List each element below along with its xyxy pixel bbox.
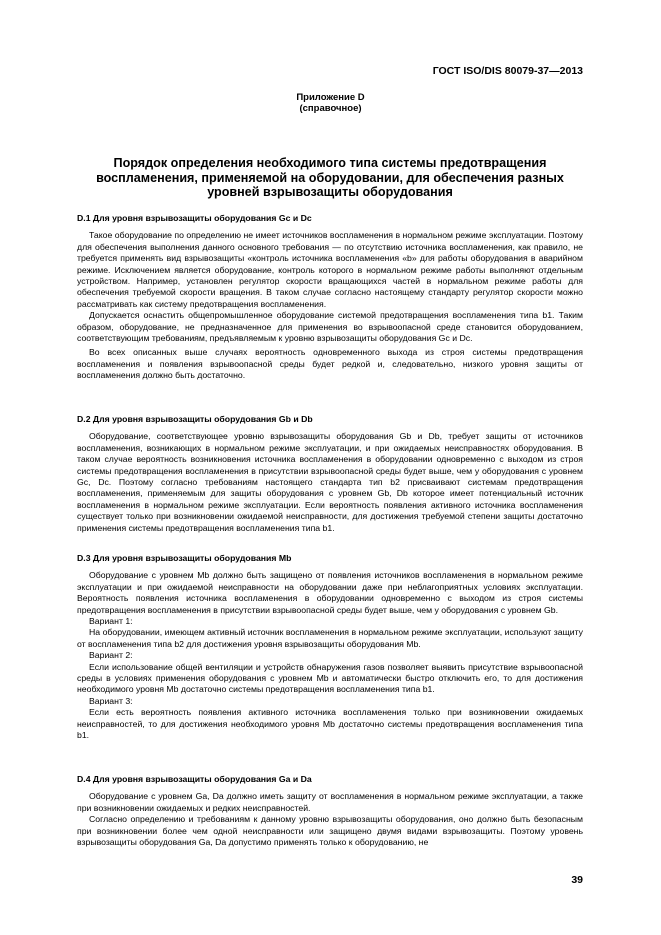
section-d4 [77,774,583,848]
paragraph: Допускается оснастить общепромышленное оборудование системой предотвращения воспламенения типа b1. Таким образом, оборудование, не предназначенное для применения во взрывоопасной среде становится оборудованием, соответствующим требованиям, предъявляемым к уровню взрывозащиты оборудования Gc и Dc. [77,310,583,344]
paragraph: Согласно определению и требованиям к данному уровню взрывозащиты оборудования, оно должно быть безопасным при возникновении более чем одной неисправности или защищено двумя видами взрывозащиты. Поэтому уровень взрывозащиты оборудования Ga, Da допустимо применять только к оборудованию, не [77,814,583,848]
paragraph: На оборудовании, имеющем активный источник воспламенения в нормальном режиме эксплуатации, используют защиту от воспламенения типа b2 для достижения уровня взрывозащиты оборудования Mb. [77,627,583,649]
paragraph: Оборудование с уровнем Mb должно быть защищено от появления источников воспламенения в нормальном режиме эксплуатации и при ожидаемой неисправности на оборудовании даже при неблагоприятных условиях эксплуатации. Вероятность появления источника воспламенения в оборудовании одновременно с выходом из строя системы предотвращения воспламенения в присутствии взрывоопасной среды будет выше, чем у оборудования с уровнем Gb. [77,570,583,615]
annex-title: Порядок определения необходимого типа системы предотвращения воспламенения, применяемой на оборудовании, для обеспечения разных уровней взрывозащиты оборудования [96,156,564,199]
variant-label: Вариант 1: [89,616,133,627]
paragraph: Если есть вероятность появления активного источника воспламенения только при возникновении ожидаемых неисправностей, то для достижения необходимого уровня Mb достаточно системы предотвращения воспламенения типа b1. [77,707,583,741]
section-heading: D.2 Для уровня взрывозащиты оборудования Gb и Db [77,414,313,424]
page-number: 39 [571,874,583,886]
section-heading: D.3 Для уровня взрывозащиты оборудования Mb [77,553,292,563]
section-heading: D.4 Для уровня взрывозащиты оборудования Ga и Da [77,774,312,784]
paragraph: Во всех описанных выше случаях вероятность одновременного выхода из строя системы предотвращения воспламенения и появления взрывоопасной среды будет редкой и, следовательно, низкого уровня защиты от воспламенения должно быть достаточно. [77,347,583,381]
annex-label: Приложение D [296,92,365,103]
paragraph: Такое оборудование по определению не имеет источников воспламенения в нормальном режиме эксплуатации. Поэтому для обеспечения выполнения данного основного требования — по отсутствию источника воспламенения, как правило, не требуется применять вид взрывозащиты «контроль источника воспламенения «b» для работы оборудования в аварийном режиме. Исключением является оборудование, контроль которого в нормальном режиме работы выполняют отдельным устройством. Например, установлен регулятор скорости вращающихся частей в нормальном режиме работы для обеспечения требуемой скорости вращения. В таком случае согласно настоящему стандарту регулятор скорости можно рассматривать как систему предотвращения воспламенения. [77,230,583,309]
annex-type: (справочное) [299,103,362,114]
section-d1 [77,213,583,382]
section-d3 [77,553,583,742]
paragraph: Оборудование, соответствующее уровню взрывозащиты оборудования Gb и Db, требует защиты от источников воспламенения, возникающих в нормальном режиме эксплуатации, и при ожидаемых неисправностях оборудования. В таком случае вероятность возникновения источника воспламенения в оборудовании одновременно с выходом из строя системы предотвращения воспламенения в присутствии взрывоопасной среды будет выше, чем у оборудования с уровнем Gc, Dc. Поэтому согласно требованиям настоящего стандарта тип b2 присваивают системам предотвращения воспламенения, применяемым для защиты оборудования с уровнем Gb, Db которое имеет потенциальный источник воспламенения в нормальном режиме эксплуатации. Если вероятность появления активного источника воспламенения существует только при возникновении ожидаемой неисправности, для достижения требуемой степени защиты достаточно применения системы предотвращения воспламенения типа b1. [77,431,583,533]
document-code: ГОСТ ISO/DIS 80079-37—2013 [432,65,583,77]
variant-label: Вариант 2: [89,650,133,661]
section-d2 [77,414,583,534]
variant-label: Вариант 3: [89,695,133,706]
paragraph: Если использование общей вентиляции и устройств обнаружения газов позволяет выявить присутствие взрывоопасной среды в условиях применения оборудования с уровнем Mb и автоматически быстро отключить его, то для достижения необходимого уровня Mb достаточно системы предотвращения воспламенения типа b1. [77,661,583,695]
paragraph: Оборудование с уровнем Ga, Da должно иметь защиту от воспламенения в нормальном режиме эксплуатации, а также при возникновении ожидаемых и редких неисправностей. [77,791,583,813]
section-heading: D.1 Для уровня взрывозащиты оборудования Gc и Dc [77,213,312,223]
